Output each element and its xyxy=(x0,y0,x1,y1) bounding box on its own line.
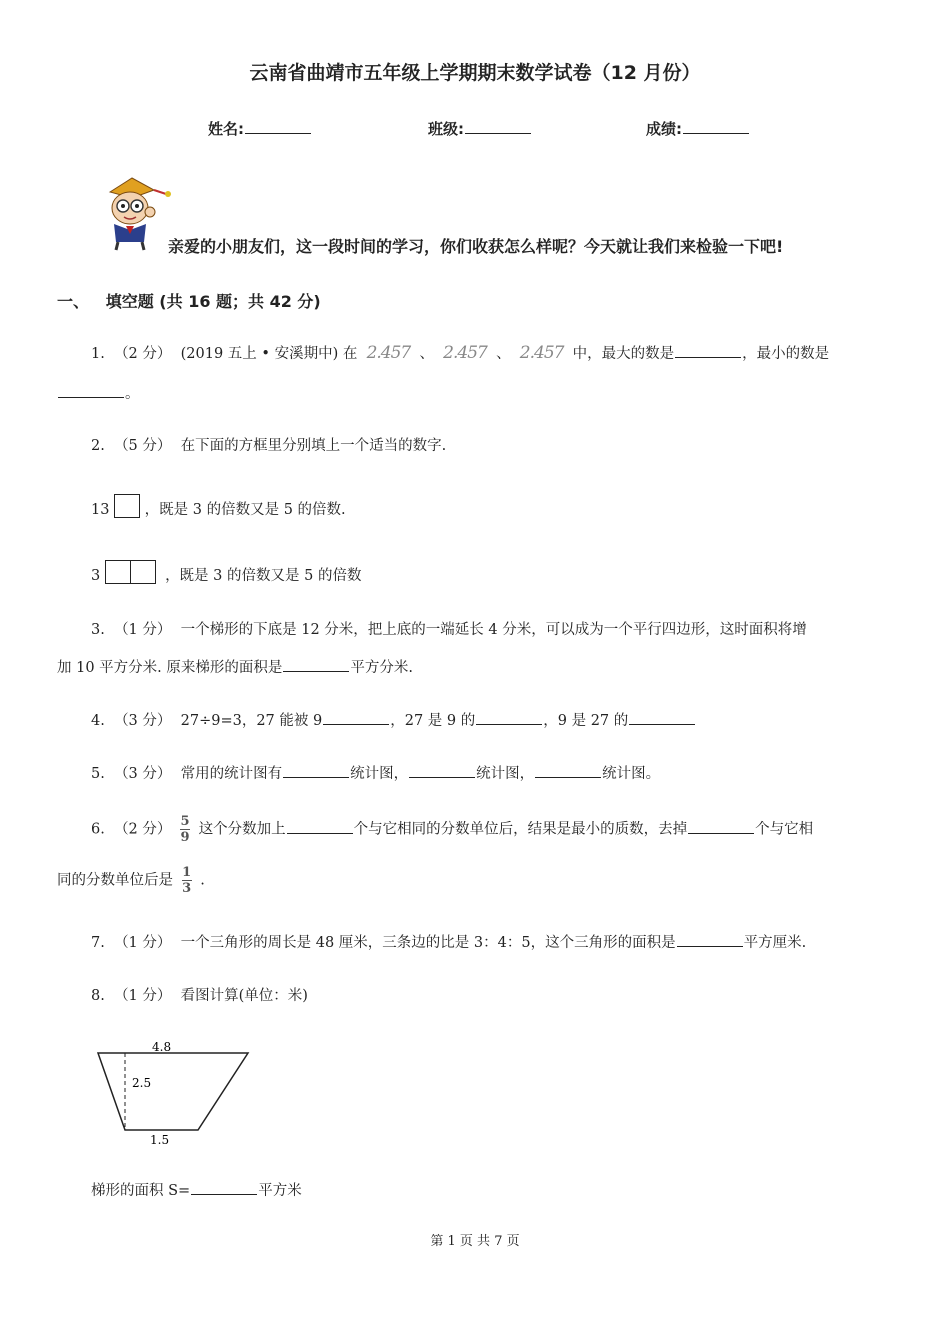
q1-number-b: 2.457 xyxy=(443,343,487,363)
q5-number: 5. xyxy=(91,766,105,782)
q2-line-1 xyxy=(91,494,346,519)
fraction-denominator: 3 xyxy=(182,881,192,896)
page-footer: 第 1 页 共 7 页 xyxy=(430,1234,520,1249)
q7-score: （1 分） xyxy=(114,935,172,951)
answer-blank[interactable] xyxy=(688,819,754,834)
name-label: 姓名: xyxy=(208,120,244,138)
q8-score: （1 分） xyxy=(114,988,172,1004)
q5-text: 统计图。 xyxy=(602,766,661,782)
q5-score: （3 分） xyxy=(114,766,172,782)
class-label: 班级: xyxy=(428,120,464,138)
q2-number: 2. xyxy=(91,438,105,454)
trapezoid-shape xyxy=(98,1053,248,1130)
question-1-cont xyxy=(57,382,140,403)
answer-blank[interactable] xyxy=(409,763,475,778)
q1-number-c: 2.457 xyxy=(519,343,564,363)
q3-text: 平方分米. xyxy=(350,660,413,676)
q1-text: ，最小的数是 xyxy=(742,346,830,362)
q5-text: 统计图， xyxy=(350,766,409,782)
name-blank[interactable] xyxy=(245,119,311,134)
q2-line-2 xyxy=(91,560,361,585)
fraction-one-third xyxy=(182,866,192,895)
class-blank[interactable] xyxy=(465,119,531,134)
q5-text: 常用的统计图有 xyxy=(180,766,283,782)
answer-blank[interactable] xyxy=(191,1180,257,1195)
q8-text: 看图计算(单位：米) xyxy=(180,988,308,1004)
answer-blank[interactable] xyxy=(58,383,124,398)
digit-box[interactable] xyxy=(114,494,140,518)
q6-text: 个与它相同的分数单位后，结果是最小的质数，去掉 xyxy=(353,821,688,838)
question-5 xyxy=(91,762,660,783)
q6-text: . xyxy=(200,872,205,889)
question-3-cont xyxy=(57,656,413,677)
answer-blank[interactable] xyxy=(323,710,389,725)
fraction-denominator: 9 xyxy=(180,830,190,845)
q4-text: ，9 是 27 的 xyxy=(543,713,629,729)
mascot-image xyxy=(96,172,172,252)
q1-number-a: 2.457 xyxy=(366,343,411,363)
trapezoid-figure xyxy=(92,1036,262,1148)
score-label: 成绩: xyxy=(646,120,682,138)
height-label: 2.5 xyxy=(132,1076,152,1090)
q1-sep: 、 xyxy=(419,346,434,362)
q2-text: 在下面的方框里分别填上一个适当的数字. xyxy=(180,438,447,454)
q4-number: 4. xyxy=(91,713,105,729)
answer-blank[interactable] xyxy=(283,657,349,672)
q6-number: 6. xyxy=(91,821,105,838)
q4-text: 27÷9=3，27 能被 9 xyxy=(180,713,323,729)
q8-answer-text: 平方米 xyxy=(258,1183,302,1199)
q6-text: 这个分数加上 xyxy=(198,821,286,838)
q2-score: （5 分） xyxy=(114,438,172,454)
name-field[interactable] xyxy=(208,118,312,139)
answer-blank[interactable] xyxy=(283,763,349,778)
q2-prefix: 3 xyxy=(91,568,101,584)
q4-text: ，27 是 9 的 xyxy=(390,713,476,729)
section-heading xyxy=(57,289,321,312)
digit-box[interactable] xyxy=(131,560,156,584)
q1-text: 。 xyxy=(125,386,140,402)
answer-blank[interactable] xyxy=(629,710,695,725)
answer-blank[interactable] xyxy=(287,819,353,834)
answer-blank[interactable] xyxy=(675,343,741,358)
q6-score: （2 分） xyxy=(114,821,172,838)
q3-score: （1 分） xyxy=(114,622,172,638)
fraction-numerator: 1 xyxy=(182,865,192,880)
q7-text: 一个三角形的周长是 48 厘米，三条边的比是 3：4：5，这个三角形的面积是 xyxy=(180,935,676,951)
question-1 xyxy=(91,342,829,363)
top-base-label: 4.8 xyxy=(152,1040,172,1054)
q1-number: 1. xyxy=(91,346,105,362)
fraction-five-ninths xyxy=(180,815,190,844)
q1-text: (2019 五上 • 安溪期中) 在 xyxy=(180,346,358,362)
bottom-base-label: 1.5 xyxy=(150,1133,170,1147)
section-number: 一、 xyxy=(57,292,90,311)
q1-sep: 、 xyxy=(496,346,511,362)
q7-text: 平方厘米. xyxy=(743,935,807,951)
q1-text: 中，最大的数是 xyxy=(572,346,675,362)
q1-score: （2 分） xyxy=(114,346,172,362)
question-8 xyxy=(91,984,308,1005)
q3-text: 加 10 平方分米. 原来梯形的面积是 xyxy=(57,660,283,676)
answer-blank[interactable] xyxy=(476,710,542,725)
q4-score: （3 分） xyxy=(114,713,172,729)
q6-text: 个与它相 xyxy=(755,821,814,838)
digit-box[interactable] xyxy=(105,560,131,584)
question-7 xyxy=(91,931,806,952)
q3-text: 一个梯形的下底是 12 分米，把上底的一端延长 4 分米，可以成为一个平行四边形，这时面积将增 xyxy=(180,622,807,638)
question-6 xyxy=(91,815,813,844)
q7-number: 7. xyxy=(91,935,105,951)
section-title: 填空题 (共 16 题；共 42 分) xyxy=(105,292,321,311)
question-4 xyxy=(91,709,696,730)
q2-line-text: ，既是 3 的倍数又是 5 的倍数. xyxy=(144,502,346,518)
q5-text: 统计图， xyxy=(476,766,535,782)
class-field[interactable] xyxy=(428,118,532,139)
q6-text: 同的分数单位后是 xyxy=(57,872,173,889)
q8-answer-text: 梯形的面积 S= xyxy=(91,1183,191,1199)
q3-number: 3. xyxy=(91,622,105,638)
question-6-cont xyxy=(57,866,205,895)
fraction-numerator: 5 xyxy=(180,814,190,829)
q2-line-text: ，既是 3 的倍数又是 5 的倍数 xyxy=(165,568,362,584)
answer-blank[interactable] xyxy=(535,763,601,778)
q2-prefix: 13 xyxy=(91,502,110,518)
question-2 xyxy=(91,434,446,455)
page-title: 云南省曲靖市五年级上学期期末数学试卷（12 月份） xyxy=(249,62,701,84)
q8-number: 8. xyxy=(91,988,105,1004)
answer-blank[interactable] xyxy=(677,932,743,947)
greeting-text: 亲爱的小朋友们，这一段时间的学习，你们收获怎么样呢？今天就让我们来检验一下吧! xyxy=(168,237,784,256)
question-3 xyxy=(91,618,807,639)
q8-answer-line xyxy=(91,1179,302,1200)
score-blank[interactable] xyxy=(683,119,749,134)
score-field[interactable] xyxy=(646,118,750,139)
